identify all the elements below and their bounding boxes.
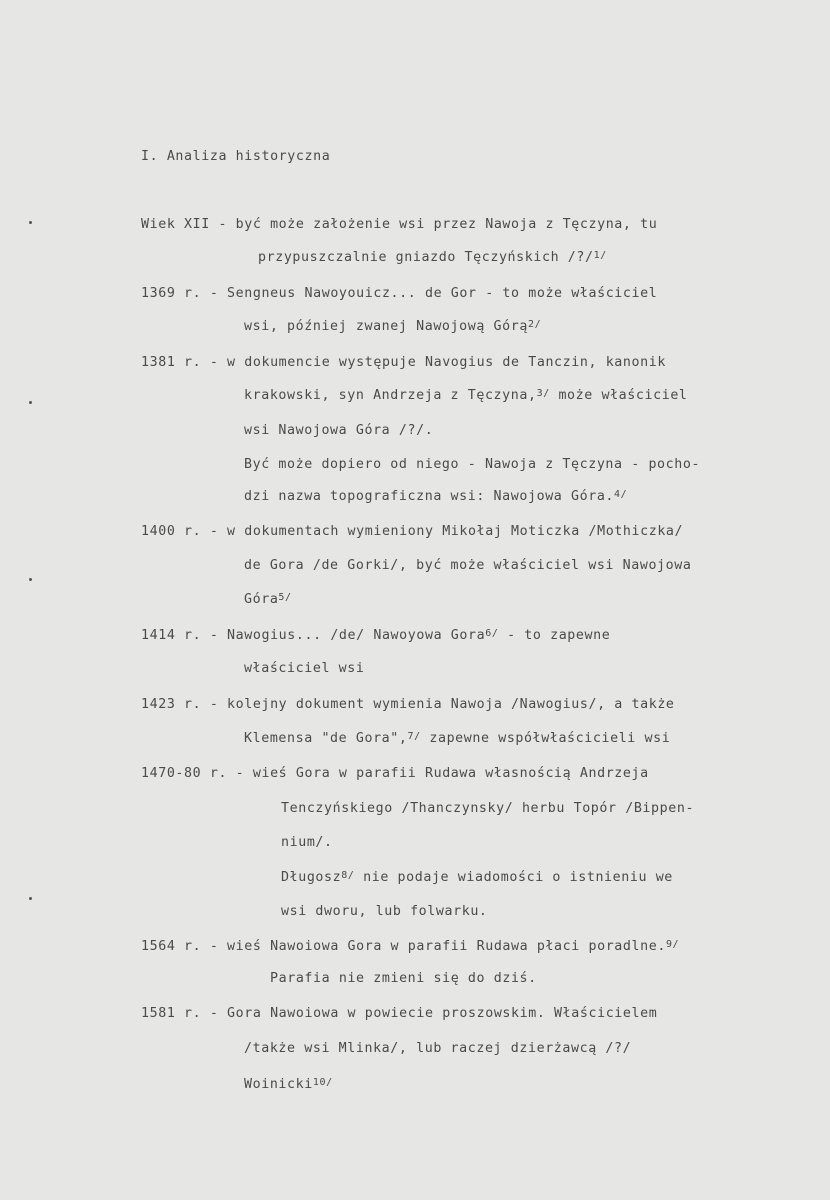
text-line: 1423 r. - kolejny dokument wymienia Nawoja /Nawogius/, a także [141, 697, 675, 712]
text-line: wsi, później zwanej Nawojową Górą$^{2/}$ [244, 319, 542, 334]
text-line: przypuszczalnie gniazdo Tęczyńskich /?/$^{1/}$ [258, 250, 607, 265]
text-line: 1564 r. - wieś Nawoiowa Gora w parafii Rudawa płaci poradlne.$^{9/}$ [141, 939, 680, 954]
footnote-ref: 7/ [407, 731, 421, 742]
margin-mark [29, 221, 32, 224]
text-line: Tenczyńskiego /Thanczynsky/ herbu Topór /Bippen- [281, 801, 695, 816]
text-line: Być może dopiero od niego - Nawoja z Tęczyna - pocho- [244, 457, 701, 472]
text-line: nium/. [281, 835, 333, 850]
text-line: właściciel wsi [244, 661, 365, 676]
text-line: 1470-80 r. - wieś Gora w parafii Rudawa własnością Andrzeja [141, 766, 649, 781]
text-line: dzi nazwa topograficzna wsi: Nawojowa Góra.$^{4/}$ [244, 489, 628, 504]
text-line: 1400 r. - w dokumentach wymieniony Mikołaj Moticzka /Mothiczka/ [141, 524, 684, 539]
footnote-ref: 8/ [341, 870, 355, 881]
text-line: Długosz$^{8/}$ nie podaje wiadomości o istnieniu we [281, 870, 673, 885]
text-line: 1381 r. - w dokumencie występuje Navogius de Tanczin, kanonik [141, 355, 666, 370]
text-line: Góra$^{5/}$ [244, 592, 292, 607]
footnote-ref: 5/ [278, 592, 292, 603]
text-line: wsi dworu, lub folwarku. [281, 904, 488, 919]
footnote-ref: 4/ [614, 489, 628, 500]
footnote-ref: 1/ [593, 250, 607, 261]
footnote-ref: 3/ [536, 388, 550, 399]
text-line: Klemensa "de Gora",$^{7/}$ zapewne współwłaścicieli wsi [244, 731, 671, 746]
section-heading: I. Analiza historyczna [141, 149, 331, 164]
text-line: Wiek XII - być może założenie wsi przez Nawoja z Tęczyna, tu [141, 217, 658, 232]
text-line: Woinicki$^{10/}$ [244, 1077, 333, 1092]
text-line: 1581 r. - Gora Nawoiowa w powiecie proszowskim. Właścicielem [141, 1006, 658, 1021]
margin-mark [29, 897, 32, 900]
text-line: /także wsi Mlinka/, lub raczej dzierżawcą /?/ [244, 1041, 632, 1056]
footnote-ref: 10/ [312, 1077, 333, 1088]
text-line: 1369 r. - Sengneus Nawoyouicz... de Gor - to może właściciel [141, 286, 658, 301]
text-line: Parafia nie zmieni się do dziś. [270, 971, 537, 986]
text-line: krakowski, syn Andrzeja z Tęczyna,$^{3/}$ może właściciel [244, 388, 688, 403]
margin-mark [29, 401, 32, 404]
margin-mark [29, 578, 32, 581]
text-line: de Gora /de Gorki/, być może właściciel wsi Nawojowa [244, 558, 692, 573]
footnote-ref: 9/ [665, 939, 680, 950]
footnote-ref: 2/ [527, 319, 542, 330]
text-line: wsi Nawojowa Góra /?/. [244, 423, 434, 438]
text-line: 1414 r. - Nawogius... /de/ Nawoyowa Gora$^{6/}$ - to zapewne [141, 628, 611, 643]
footnote-ref: 6/ [485, 628, 499, 639]
